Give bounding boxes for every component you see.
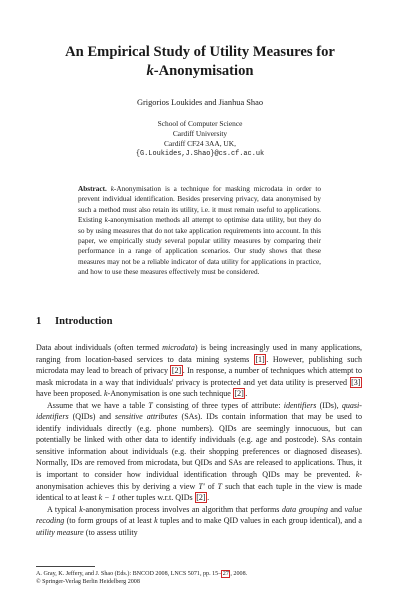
citation-link[interactable]: [1] [255, 354, 265, 364]
paragraph-1: Data about individuals (often termed microdata) is being increasingly used in many applications, ranging from location-based services to data mining systems [1] . However, publishing such microdata may lead to breach of privacy [2] . In response, a number of techniques which attempt to mask microdata in a way that individuals' privacy is protected and yet data utility is preserved [3] have been proposed. k-Anonymisation is one such technique [2] . [36, 343, 362, 399]
section-title: Introduction [55, 316, 113, 327]
affiliation-line-2: Cardiff University [172, 129, 228, 138]
title-math-k: k [146, 63, 154, 79]
paragraph-3: A typical k-anonymisation process involves an algorithm that performs data grouping and value recoding (to form groups of at least k tuples and to make QID values in each group identical), and a utility measure (to assess utility [36, 504, 362, 537]
abstract [78, 184, 321, 278]
paragraph-2: Assume that we have a table T consisting of three types of attribute: identifiers (IDs), quasi-identifiers (QIDs) and sensitive attributes (SAs). IDs contain information that may be used to identify individuals directly (e.g. phone numbers). QIDs are seemingly innocuous, but can potentially be linked with other data to identify individuals (e.g. age and postcode). SAs contain sensitive information about individuals (e.g. their shopping preferences or diagnosed diseases). Normally, IDs are removed from microdata, but QIDs and SAs are released to applications. Thus, it is important to consider how individual identification through QIDs may be prevented. k-anonymisation achieves this by deriving a view T′ of T such that each tuple in the view is made identical to at least k − 1 other tuples w.r.t. QIDs [2] . [36, 400, 362, 503]
citation-link[interactable]: [2] [234, 389, 244, 399]
footnote-rule [36, 566, 95, 567]
title-rest: -Anonymisation [153, 63, 254, 79]
section-number: 1 [36, 316, 42, 327]
abstract-text-1: -Anonymisation is a technique for masking microdata in order to prevent individual identification. Besides preserving privacy, data anonymised by such a method must also retain its utility, i.e. it must remain useful to applications. Existing [78, 185, 321, 225]
affiliation-line-1: School of Computer Science [157, 119, 243, 128]
footnote-line-1: A. Gray, K. Jeffery, and J. Shao (Eds.): BNCOD 2008, LNCS 5071, pp. 15– 27 , 2008. [36, 571, 248, 577]
citation-link[interactable]: [2] [196, 493, 206, 503]
authors: Grigorios Loukides and Jianhua Shao [136, 98, 264, 107]
section-heading [36, 315, 113, 328]
math-k: k [110, 185, 114, 193]
footnote [36, 570, 247, 587]
affiliation-email: {G.Loukides,J.Shao}@cs.cf.ac.uk [135, 150, 265, 158]
math-k: k [104, 216, 108, 225]
citation-link[interactable]: [3] [351, 377, 361, 387]
citation-link[interactable]: [2] [171, 366, 182, 376]
abstract-text-2: -anonymisation methods all attempt to optimise data utility, but they do so by using measures that do not take application requirements into account. In this paper, we empirically study several popular utility measures by comparing their performance in a range of application scenarios. Our study shows that these measures may not be a reliable indicator of data utility for applications in practice, and how to use these measures effectively must be considered. [78, 216, 321, 277]
affiliation-line-3: Cardiff CF24 3AA, UK, [164, 139, 236, 148]
copyright-line: © Springer-Verlag Berlin Heidelberg 2008 [36, 579, 140, 586]
paper-title-line-1: An Empirical Study of Utility Measures for [65, 44, 335, 60]
paper-title-line-2 [0, 62, 400, 81]
page-link[interactable]: 27 [222, 571, 229, 577]
body-text [36, 342, 362, 538]
abstract-label: Abstract. [78, 185, 107, 193]
